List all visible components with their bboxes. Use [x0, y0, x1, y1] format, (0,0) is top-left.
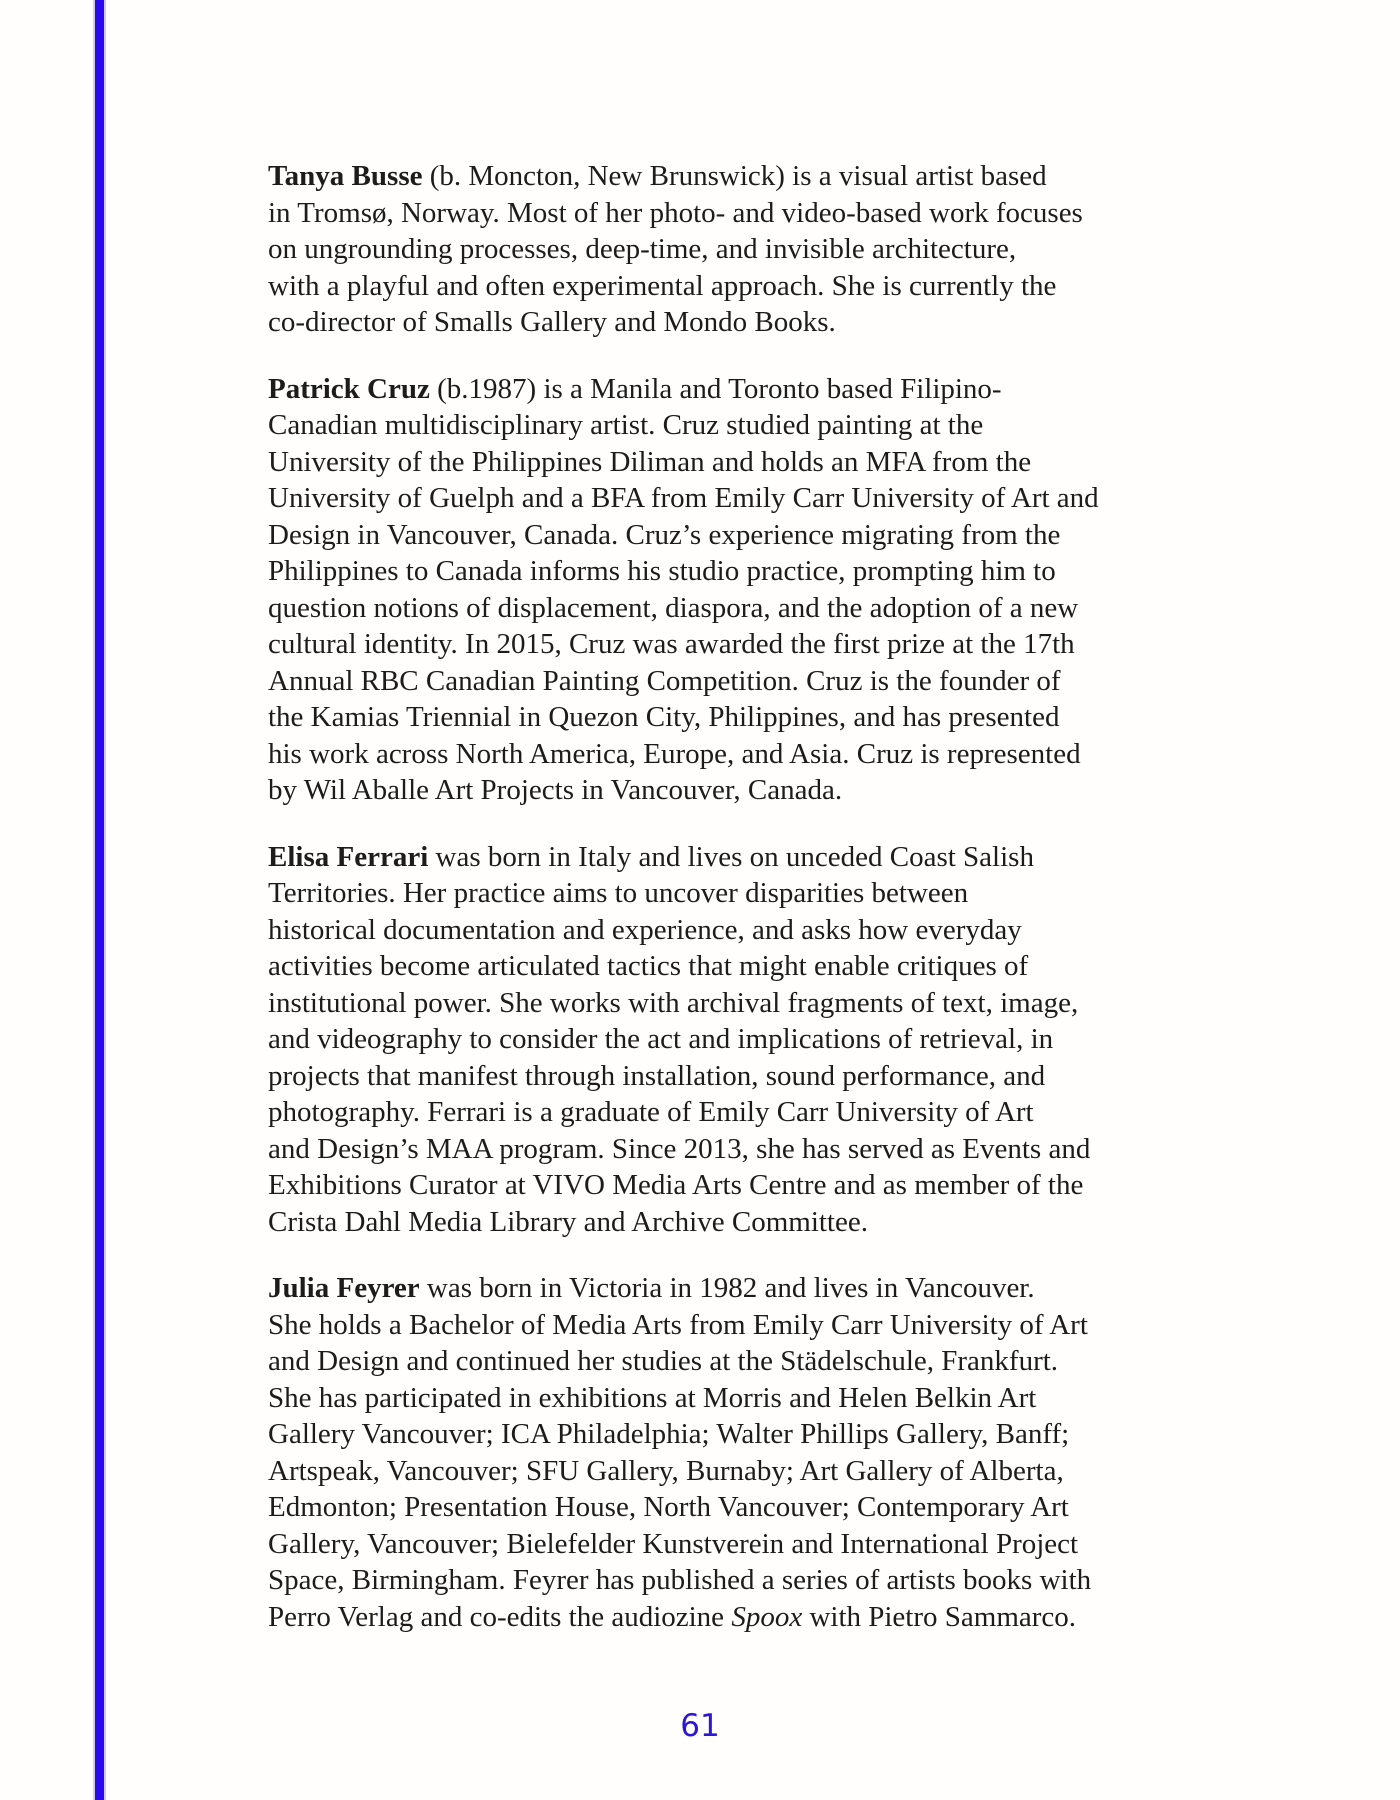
- bio-text-line: the Kamias Triennial in Quezon City, Philippines, and has presented: [268, 701, 1060, 733]
- bio-text-line: on ungrounding processes, deep-time, and invisible architecture,: [268, 233, 1017, 265]
- bio-text-line: projects that manifest through installation, sound performance, and: [268, 1059, 1046, 1092]
- artist-name: Tanya Busse: [268, 160, 423, 192]
- bio-text-line: photography. Ferrari is a graduate of Emily Carr University of Art: [268, 1096, 1034, 1128]
- page-number: 61: [680, 1708, 720, 1744]
- bio-text-line: Gallery Vancouver; ICA Philadelphia; Walter Phillips Gallery, Banff;: [268, 1418, 1070, 1450]
- artist-name: Elisa Ferrari: [268, 840, 429, 873]
- bio-text-line: Canadian multidisciplinary artist. Cruz studied painting at the: [268, 409, 984, 441]
- left-accent-rule: [95, 0, 104, 1800]
- bio-paragraph: [268, 158, 1298, 341]
- bio-paragraph: [268, 839, 1298, 1241]
- bio-text-line: was born in Italy and lives on unceded Coast Salish: [428, 840, 1034, 873]
- bio-text-line: University of the Philippines Diliman and holds an MFA from the: [268, 445, 1032, 478]
- bio-text-line: Philippines to Canada informs his studio practice, prompting him to: [268, 555, 1056, 587]
- bio-text-line: Perro Verlag and co-edits the audiozine: [268, 1600, 732, 1633]
- bio-text-line: by Wil Aballe Art Projects in Vancouver, Canada.: [268, 774, 843, 806]
- bio-text-line: historical documentation and experience, and asks how everyday: [268, 913, 1022, 946]
- bio-text-line: was born in Victoria in 1982 and lives in Vancouver.: [419, 1272, 1035, 1304]
- bio-text-line: Artspeak, Vancouver; SFU Gallery, Burnaby; Art Gallery of Alberta,: [268, 1454, 1064, 1487]
- bio-text-line: and videography to consider the act and implications of retrieval, in: [268, 1023, 1054, 1055]
- bio-text-line: question notions of displacement, diaspora, and the adoption of a new: [268, 591, 1079, 624]
- bio-text-line: University of Guelph and a BFA from Emily Carr University of Art and: [268, 482, 1099, 514]
- bio-text-line: (b.1987) is a Manila and Toronto based Filipino-: [429, 372, 1002, 405]
- bio-text-line: She has participated in exhibitions at Morris and Helen Belkin Art: [268, 1381, 1037, 1414]
- bio-paragraph: [268, 1270, 1298, 1635]
- bio-paragraph: [268, 371, 1298, 809]
- bio-text-line: with a playful and often experimental approach. She is currently the: [268, 269, 1057, 302]
- bio-text-line: his work across North America, Europe, and Asia. Cruz is represented: [268, 737, 1081, 770]
- bio-text-line: Territories. Her practice aims to uncover disparities between: [268, 877, 969, 909]
- bio-text-line: in Tromsø, Norway. Most of her photo- and video-based work focuses: [268, 196, 1083, 229]
- bio-text-block: [268, 158, 1298, 1665]
- bio-text-line: with Pietro Sammarco.: [802, 1600, 1077, 1633]
- artist-name: Patrick Cruz: [268, 372, 430, 405]
- bio-text-line: Exhibitions Curator at VIVO Media Arts Centre and as member of the: [268, 1169, 1084, 1201]
- bio-text-line: institutional power. She works with archival fragments of text, image,: [268, 986, 1079, 1019]
- bio-text-line: Edmonton; Presentation House, North Vancouver; Contemporary Art: [268, 1491, 1069, 1523]
- bio-text-line: Annual RBC Canadian Painting Competition. Cruz is the founder of: [268, 664, 1061, 697]
- bio-text-line: She holds a Bachelor of Media Arts from Emily Carr University of Art: [268, 1308, 1088, 1341]
- bio-text-line: Gallery, Vancouver; Bielefelder Kunstverein and International Project: [268, 1527, 1079, 1560]
- bio-text-line: activities become articulated tactics that might enable critiques of: [268, 950, 1029, 982]
- bio-text-line: and Design and continued her studies at the Städelschule, Frankfurt.: [268, 1345, 1059, 1377]
- artist-name: Julia Feyrer: [268, 1272, 420, 1304]
- bio-text-line: Crista Dahl Media Library and Archive Committee.: [268, 1205, 868, 1238]
- bio-text-line: Space, Birmingham. Feyrer has published a series of artists books with: [268, 1564, 1092, 1596]
- bio-text-line: (b. Moncton, New Brunswick) is a visual artist based: [422, 160, 1047, 192]
- bio-text-line: Design in Vancouver, Canada. Cruz’s experience migrating from the: [268, 518, 1061, 551]
- bio-text-line: co-director of Smalls Gallery and Mondo Books.: [268, 306, 836, 338]
- publication-title: Spoox: [731, 1600, 803, 1633]
- bio-text-line: and Design’s MAA program. Since 2013, she has served as Events and: [268, 1132, 1091, 1165]
- bio-text-line: cultural identity. In 2015, Cruz was awarded the first prize at the 17th: [268, 628, 1075, 660]
